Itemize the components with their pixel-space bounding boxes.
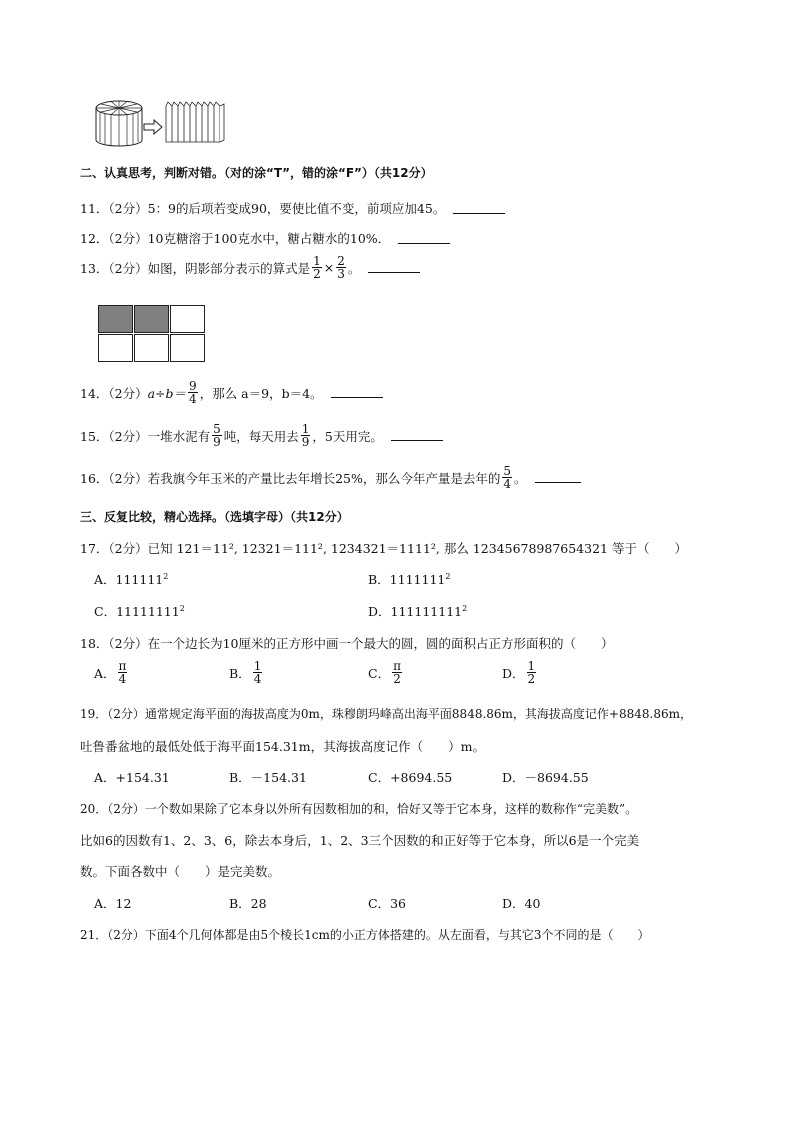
q19-option-b[interactable]: B．－154.31 — [229, 770, 307, 785]
q12-text: 12．（2分）10克糖溶于100克水中，糖占糖水的10%． — [80, 231, 391, 246]
q14-suffix: ，那么 a＝9，b＝4。 — [199, 385, 323, 401]
q18-text: 18．（2分）在一个边长为10厘米的正方形中画一个最大的圆，圆的面积占正方形面积的（ ） — [80, 636, 614, 651]
q16-prefix: 16．（2分）若我旗今年玉米的产量比去年增长25%，那么今年产量是去年的 — [80, 470, 501, 486]
grid-cell — [134, 334, 169, 362]
q13-suffix: 。 — [347, 260, 361, 276]
q13-answer-blank[interactable] — [368, 262, 420, 273]
q13-prefix: 13．（2分）如图，阴影部分表示的算式是 — [80, 260, 311, 276]
q15-fraction-1: $\frac{5}{9}$ — [213, 422, 221, 449]
section2-title: 二、认真思考，判断对错。（对的涂“T”，错的涂“F”）（共12分） — [80, 166, 433, 180]
q20-line1: 20．（2分）一个数如果除了它本身以外所有因数相加的和，恰好又等于它本身，这样的数称作“完美数”。 — [80, 802, 638, 816]
question-12 — [80, 229, 450, 247]
q13-times: × — [323, 260, 335, 275]
q18-option-c[interactable]: C． $\frac{\pi}{2}$ — [368, 659, 401, 686]
q19-line2: 吐鲁番盆地的最低处低于海平面154.31m，其海拔高度记作（ ）m。 — [80, 739, 485, 754]
q19-option-a[interactable]: A．+154.31 — [94, 770, 170, 785]
q17-option-a[interactable]: A．111111$^2$ — [94, 571, 169, 587]
grid-cell-shaded — [134, 305, 169, 333]
question-11 — [80, 199, 505, 217]
strips-shape — [166, 102, 224, 142]
q20-option-b[interactable]: B．28 — [229, 896, 267, 911]
question-14 — [80, 380, 383, 405]
q15-answer-blank[interactable] — [391, 430, 443, 441]
q14-prefix: 14．（2分） — [80, 385, 148, 401]
q12-answer-blank[interactable] — [398, 233, 450, 244]
q15-mid: 吨，每天用去 — [223, 428, 299, 444]
question-16 — [80, 465, 581, 490]
q16-suffix: 。 — [514, 470, 527, 486]
q20-option-c[interactable]: C．36 — [368, 896, 406, 911]
q13-fraction-1: $\frac{1}{2}$ — [313, 254, 321, 281]
q17-option-b[interactable]: B．1111111$^2$ — [368, 571, 451, 587]
q13-fraction-2: $\frac{2}{3}$ — [337, 254, 345, 281]
q13-shaded-grid — [98, 305, 206, 362]
q20-option-d[interactable]: D．40 — [502, 896, 541, 911]
q18-option-b[interactable]: B． $\frac{1}{4}$ — [229, 659, 262, 686]
q15-prefix: 15．（2分）一堆水泥有 — [80, 428, 211, 444]
q18-option-d[interactable]: D． $\frac{1}{2}$ — [502, 659, 536, 686]
q19-option-d[interactable]: D．－8694.55 — [502, 770, 589, 785]
q17-text: 17．（2分）已知 121＝11², 12321＝111², 1234321＝1111², 那么 12345678987654321 等于（ ） — [80, 541, 687, 556]
section3-title: 三、反复比较，精心选择。（选填字母）（共12分） — [80, 510, 349, 524]
q17-option-c[interactable]: C．11111111$^2$ — [94, 603, 185, 619]
q14-answer-blank[interactable] — [331, 387, 383, 398]
q15-suffix: ，5天用完。 — [312, 428, 383, 444]
q21-text: 21．（2分）下面4个几何体都是由5个棱长1cm的小正方体搭建的。从左面看，与其它3个不同的是（ ） — [80, 928, 650, 942]
grid-cell — [98, 334, 133, 362]
arrow-icon — [144, 120, 162, 134]
q11-answer-blank[interactable] — [453, 203, 505, 214]
q19-option-c[interactable]: C．+8694.55 — [368, 770, 453, 785]
cylinder-shape — [96, 101, 142, 146]
grid-cell-shaded — [98, 305, 133, 333]
grid-cell — [170, 334, 205, 362]
cylinder-to-strips-figure — [92, 96, 232, 148]
q16-answer-blank[interactable] — [535, 472, 581, 483]
q15-fraction-2: $\frac{1}{9}$ — [301, 422, 310, 449]
q11-text: 11．（2分）5：9的后项若变成90，要使比值不变，前项应加45。 — [80, 201, 446, 216]
q14-fraction: $\frac{9}{4}$ — [189, 379, 197, 406]
grid-cell — [170, 305, 205, 333]
q20-line3: 数。下面各数中（ ）是完美数。 — [80, 864, 281, 879]
q14-expr: a÷b＝ — [147, 385, 187, 401]
q16-fraction: $\frac{5}{4}$ — [503, 464, 512, 491]
q20-option-a[interactable]: A．12 — [94, 896, 132, 911]
q17-option-d[interactable]: D．111111111$^2$ — [368, 603, 468, 619]
q18-option-a[interactable]: A． $\frac{\pi}{4}$ — [94, 659, 127, 686]
q20-line2: 比如6的因数有1、2、3、6，除去本身后，1、2、3三个因数的和正好等于它本身，所以6是一个完美 — [80, 833, 640, 848]
q19-line1: 19．（2分）通常规定海平面的海拔高度为0m，珠穆朗玛峰高出海平面8848.86m，其海拔高度记作+8848.86m， — [80, 707, 692, 721]
question-15 — [80, 423, 443, 448]
question-13 — [80, 255, 420, 280]
